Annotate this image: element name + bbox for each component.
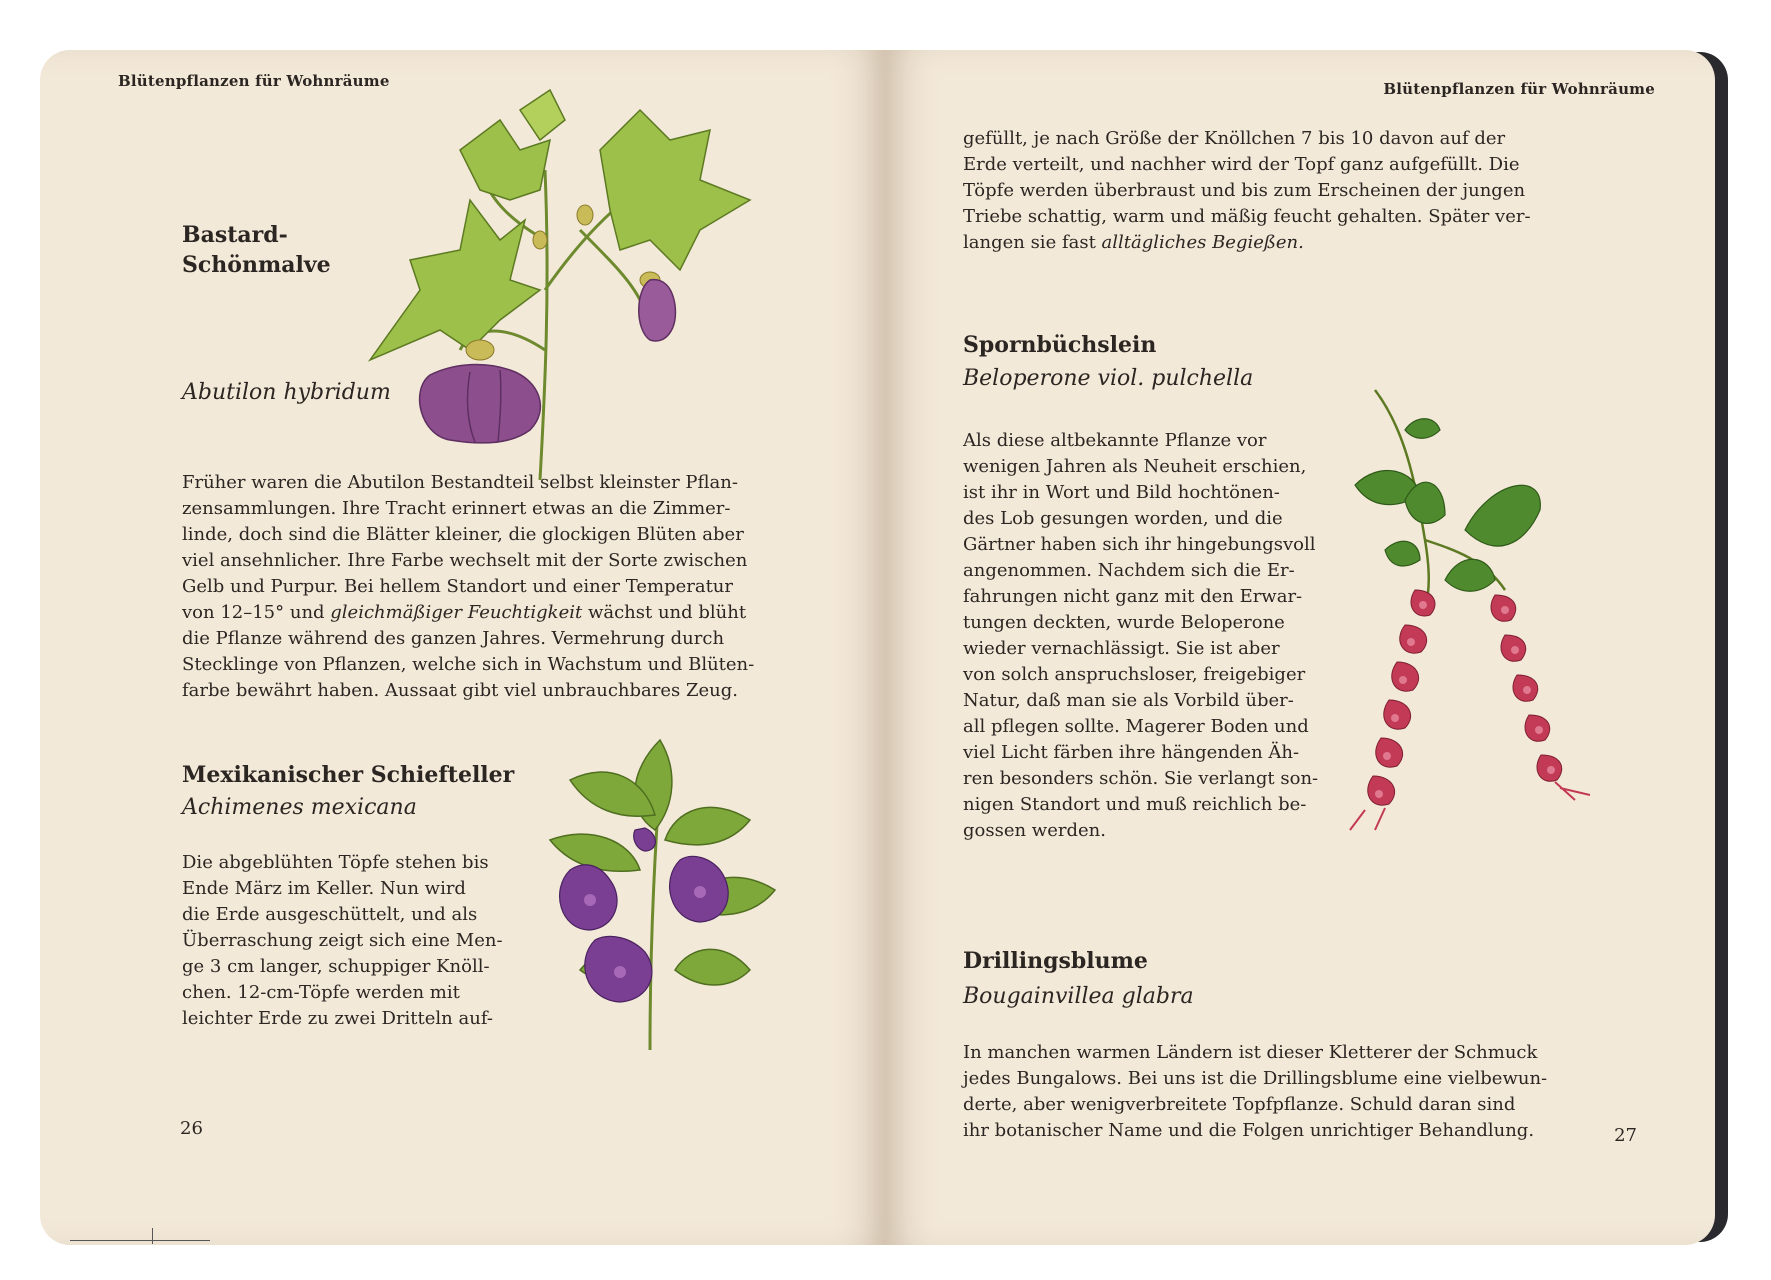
body-text-beloperone bbox=[963, 428, 1343, 844]
text-line: Die abgeblühten Töpfe stehen bis bbox=[182, 852, 489, 873]
printer-crop-mark bbox=[70, 1240, 210, 1241]
text-line: angenommen. Nachdem sich die Er- bbox=[963, 560, 1295, 581]
text-line: tungen deckten, wurde Beloperone bbox=[963, 612, 1285, 633]
body-text-bougainvillea bbox=[963, 1040, 1603, 1144]
heading-mexikanischer-schiefteller: Mexikanischer Schiefteller bbox=[182, 762, 515, 788]
text-line: Natur, daß man sie als Vorbild über- bbox=[963, 690, 1294, 711]
text-line: Gärtner haben sich ihr hingebungsvoll bbox=[963, 534, 1316, 555]
text-line: Triebe schattig, warm und mäßig feucht gehalten. Später ver- bbox=[963, 206, 1531, 227]
latin-name-abutilon: Abutilon hybridum bbox=[182, 380, 391, 405]
text-line: von solch anspruchsloser, freigebiger bbox=[963, 664, 1306, 685]
text-line: nigen Standort und muß reichlich be- bbox=[963, 794, 1307, 815]
text-line: des Lob gesungen worden, und die bbox=[963, 508, 1283, 529]
body-text-achimenes bbox=[182, 850, 512, 1032]
emphasis-text: gleichmäßiger Feuchtigkeit bbox=[330, 602, 583, 623]
text-line: Ende März im Keller. Nun wird bbox=[182, 878, 466, 899]
running-head: Blütenpflanzen für Wohnräume bbox=[1383, 80, 1655, 98]
text-line: viel Licht färben ihre hängenden Äh- bbox=[963, 742, 1300, 763]
text-line: jedes Bungalows. Bei uns ist die Drillingsblume eine vielbewun- bbox=[963, 1068, 1548, 1089]
text-line: Erde verteilt, und nachher wird der Topf ganz aufgefüllt. Die bbox=[963, 154, 1520, 175]
text-line: chen. 12-cm-Töpfe werden mit bbox=[182, 982, 460, 1003]
text-line: ren besonders schön. Sie verlangt son- bbox=[963, 768, 1319, 789]
text-line: Stecklinge von Pflanzen, welche sich in Wachstum und Blüten- bbox=[182, 654, 755, 675]
body-text-abutilon bbox=[182, 470, 767, 704]
heading-bastard-schoenmalve bbox=[182, 220, 331, 280]
text-line: Überraschung zeigt sich eine Men- bbox=[182, 930, 503, 951]
text-line: die Pflanze während des ganzen Jahres. Vermehrung durch bbox=[182, 628, 725, 649]
text-line: wenigen Jahren als Neuheit erschien, bbox=[963, 456, 1307, 477]
abutilon-flower-illustration bbox=[350, 90, 770, 490]
latin-name-bougainvillea: Bougainvillea glabra bbox=[963, 984, 1194, 1009]
text-line: ihr botanischer Name und die Folgen unrichtiger Behandlung. bbox=[963, 1120, 1535, 1141]
body-text-continuation bbox=[963, 126, 1598, 256]
text-line: linde, doch sind die Blätter kleiner, die glockigen Blüten aber bbox=[182, 524, 744, 545]
heading-line: Schönmalve bbox=[182, 252, 331, 278]
heading-line: Bastard- bbox=[182, 222, 288, 248]
text-line: fahrungen nicht ganz mit den Erwar- bbox=[963, 586, 1303, 607]
text-line: Töpfe werden überbraust und bis zum Erscheinen der jungen bbox=[963, 180, 1526, 201]
beloperone-flower-illustration bbox=[1345, 390, 1645, 870]
left-page bbox=[40, 50, 885, 1245]
text-line: all pflegen sollte. Magerer Boden und bbox=[963, 716, 1309, 737]
text-line: Als diese altbekannte Pflanze vor bbox=[963, 430, 1267, 451]
right-page bbox=[885, 50, 1715, 1245]
text-line bbox=[182, 600, 767, 626]
latin-name-beloperone: Beloperone viol. pulchella bbox=[963, 366, 1254, 391]
text-line: wieder vernachlässigt. Sie ist aber bbox=[963, 638, 1280, 659]
text-span: wächst und blüht bbox=[582, 602, 747, 623]
heading-spornbuechslein: Spornbüchslein bbox=[963, 332, 1157, 358]
page-number: 26 bbox=[180, 1118, 203, 1139]
text-line: Gelb und Purpur. Bei hellem Standort und einer Temperatur bbox=[182, 576, 734, 597]
text-span: langen sie fast bbox=[963, 232, 1102, 253]
text-line: ge 3 cm langer, schuppiger Knöll- bbox=[182, 956, 490, 977]
text-line: gefüllt, je nach Größe der Knöllchen 7 bis 10 davon auf der bbox=[963, 128, 1506, 149]
achimenes-flower-illustration bbox=[550, 740, 780, 1060]
text-line bbox=[963, 230, 1598, 256]
emphasis-text: alltägliches Begießen. bbox=[1101, 232, 1304, 253]
text-span: von 12–15° und bbox=[182, 602, 331, 623]
text-line: die Erde ausgeschüttelt, und als bbox=[182, 904, 478, 925]
printer-crop-mark bbox=[152, 1228, 153, 1244]
text-line: farbe bewährt haben. Aussaat gibt viel unbrauchbares Zeug. bbox=[182, 680, 738, 701]
text-line: Früher waren die Abutilon Bestandteil selbst kleinster Pflan- bbox=[182, 472, 738, 493]
text-line: gossen werden. bbox=[963, 820, 1106, 841]
text-line: leichter Erde zu zwei Dritteln auf- bbox=[182, 1008, 493, 1029]
latin-name-achimenes: Achimenes mexicana bbox=[182, 795, 417, 820]
text-line: In manchen warmen Ländern ist dieser Kletterer der Schmuck bbox=[963, 1042, 1538, 1063]
running-head: Blütenpflanzen für Wohnräume bbox=[118, 72, 390, 90]
text-line: viel ansehnlicher. Ihre Farbe wechselt mit der Sorte zwischen bbox=[182, 550, 748, 571]
heading-drillingsblume: Drillingsblume bbox=[963, 948, 1148, 974]
text-line: zensammlungen. Ihre Tracht erinnert etwas an die Zimmer- bbox=[182, 498, 731, 519]
text-line: ist ihr in Wort und Bild hochtönen- bbox=[963, 482, 1280, 503]
page-number: 27 bbox=[1614, 1125, 1637, 1146]
text-line: derte, aber wenigverbreitete Topfpflanze. Schuld daran sind bbox=[963, 1094, 1516, 1115]
